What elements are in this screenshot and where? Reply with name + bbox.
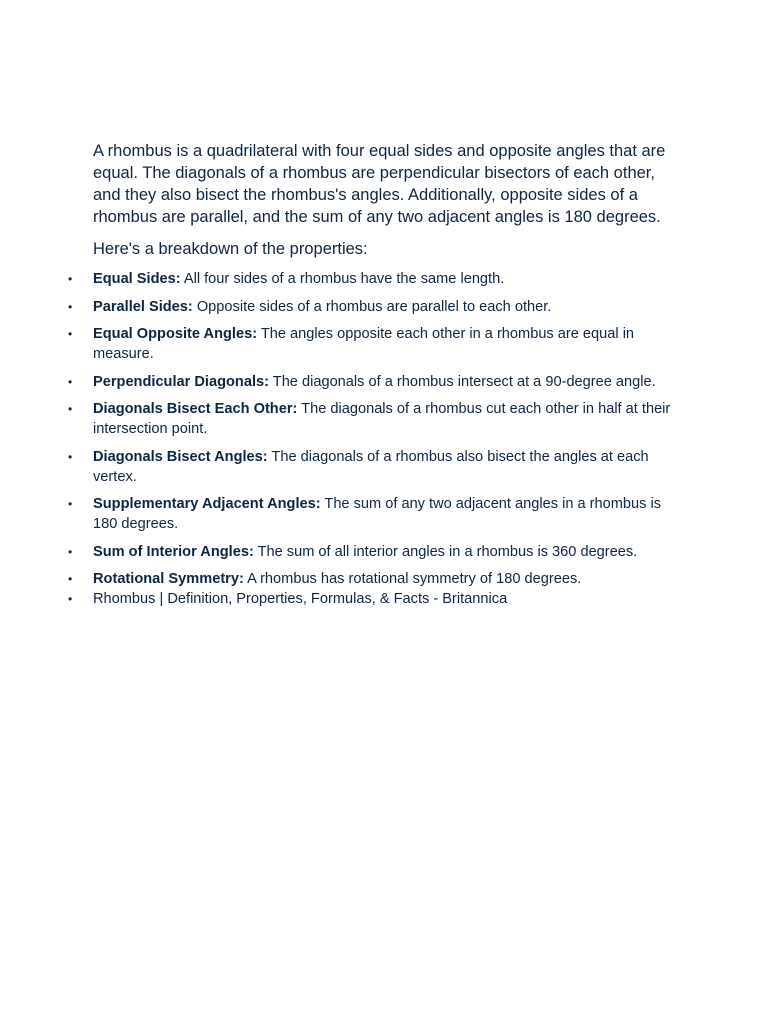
property-term: Sum of Interior Angles: [93, 543, 254, 560]
properties-list [68, 269, 678, 609]
bullet-icon: • [68, 592, 73, 606]
bullet-icon: • [68, 327, 73, 341]
bullet-icon: • [68, 497, 73, 511]
list-item [68, 324, 678, 364]
property-term: Perpendicular Diagonals: [93, 373, 269, 390]
property-term: Diagonals Bisect Angles: [93, 448, 268, 465]
property-term: Rotational Symmetry: [93, 571, 244, 587]
list-item [68, 372, 678, 392]
bullet-icon: • [68, 299, 73, 314]
list-item [68, 297, 678, 317]
property-term: Equal Opposite Angles: [93, 326, 258, 342]
bullet-icon: • [68, 544, 73, 559]
property-text: The diagonals of a rhombus intersect at a 90-degree angle. [268, 373, 656, 390]
list-item [68, 399, 678, 439]
property-text: A rhombus has rotational symmetry of 180 degrees. [243, 571, 582, 587]
bullet-icon: • [68, 449, 73, 464]
property-text: The diagonals of a rhombus cut each other in half at their intersection point. [93, 401, 671, 437]
list-item [68, 269, 678, 289]
property-text: The sum of any two adjacent angles in a rhombus is 180 degrees. [93, 496, 662, 532]
bullet-icon: • [68, 402, 73, 416]
list-item [68, 494, 678, 534]
property-term: Diagonals Bisect Each Other: [93, 401, 298, 417]
property-term: Supplementary Adjacent Angles: [93, 496, 321, 512]
source-text: Rhombus | Definition, Properties, Formulas, & Facts - Britannica [93, 591, 508, 607]
document-content [68, 140, 678, 617]
lead-paragraph: Here's a breakdown of the properties: [93, 240, 368, 258]
property-text: The sum of all interior angles in a rhombus is 360 degrees. [253, 543, 638, 560]
bullet-icon: • [68, 374, 73, 389]
property-text: Opposite sides of a rhombus are parallel to each other. [192, 298, 552, 315]
source-item [68, 589, 678, 609]
property-text: The angles opposite each other in a rhombus are equal in measure. [93, 326, 635, 362]
property-term: Parallel Sides: [93, 298, 193, 315]
property-text: The diagonals of a rhombus also bisect the angles at each vertex. [93, 448, 649, 485]
bullet-icon: • [68, 272, 73, 286]
property-text: All four sides of a rhombus have the same length. [180, 271, 505, 287]
list-item [68, 447, 678, 487]
intro-paragraph: A rhombus is a quadrilateral with four equal sides and opposite angles that are equal. The diagonals of a rhombus are perpendicular bisectors of each other, and they also bisect the rhombus's angles. Additionally, opposite sides of a rhombus are parallel, and the sum of any two adjacent angles is 180 degrees. [93, 142, 666, 226]
list-item [68, 569, 678, 589]
bullet-icon: • [68, 572, 73, 586]
property-term: Equal Sides: [93, 271, 181, 287]
list-item [68, 542, 678, 562]
